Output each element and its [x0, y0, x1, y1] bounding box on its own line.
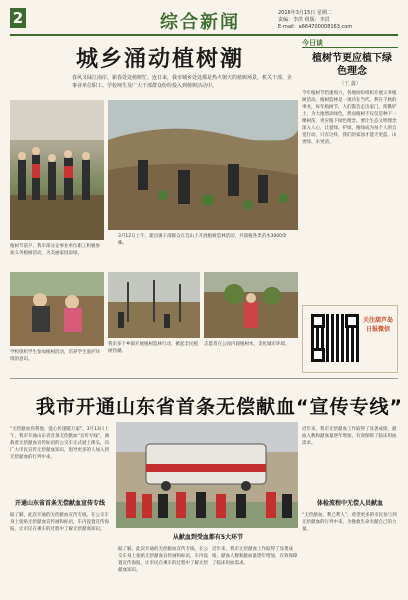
story2-col3: 近年来，我市无偿献血工作取得了显著成绩，献血人数和献血量逐年增加，有效保障了临床用血需求。 [302, 427, 397, 446]
editorial-title: 植树节更应植下绿色理念 [312, 53, 392, 77]
masthead [10, 6, 398, 36]
photo-illustration [10, 100, 104, 240]
section-title: 综合新闻 [160, 12, 240, 33]
photo-students-planting [10, 272, 104, 346]
photo-illustration [204, 272, 298, 338]
photo-illustration [108, 272, 200, 338]
editorial-tag: 今日谈 [302, 38, 398, 48]
masthead-date: 2016年3月15日 星期二 [278, 10, 332, 16]
story1-headline: 城乡涌动植树潮 [76, 47, 245, 72]
photo-tree-planting-group [10, 100, 104, 240]
photo-illustration [10, 272, 104, 346]
photo-village-planting [108, 272, 200, 338]
masthead-email: E-mail：a664700008163.com [278, 24, 353, 30]
qr-finder-top-right [345, 314, 359, 328]
story2-col1-subhead: 开通山东省首条无偿献血宣传专线 [14, 500, 105, 507]
story2-col3-subhead: 体检流程中无偿人员献血 [316, 500, 383, 507]
masthead-editors: 责编：李洪 组版：李洪 [278, 17, 330, 23]
caption-2: 3月12日上午，建昌镇干部群众在荒山上开展植树造林活动，共栽植各类苗木3000余株。 [118, 234, 287, 246]
caption-3: 学校组织学生参加植树活动，培养学生爱护环境的意识。 [10, 350, 100, 362]
story2-photo-caption: 从献血到受血都有5大环节 [172, 534, 244, 541]
editorial-body: 今年植树节恰逢周六，各地纷纷组织开展义务植树活动。植树造林是一项功在当代、利在千秋的事业，每年植树节，人们都会走出家门，挥锹铲土，为大地增添绿色。然而植树不仅仅是种下一棵树苗，更应植下绿色理念。要让生态文明理念深入人心，让爱绿、护绿、植绿成为每个人的自觉行动。只有这样，我们的家园才能天更蓝、山更绿、水更清。 [302, 91, 397, 145]
caption-5: 志愿者在公园内栽植树木，美化城市环境。 [204, 342, 290, 347]
page-number: 2 [10, 8, 26, 28]
qr-finder-top-left [311, 314, 325, 328]
story2-col3b: “无偿献血，利己利人”，希望更多的市民参与到无偿献血的行列中来，为挽救生命贡献自己的力量。 [302, 513, 397, 532]
masthead-info [278, 10, 398, 31]
story2-col-middle2: 近年来，我市无偿献血工作取得了显著成绩，献血人数和献血量逐年增加，有效保障了临床用血需求。 [212, 547, 298, 566]
story2-col2: 据了解，此次开通的无偿献血宣传专线，在公交车身上张贴无偿献血宣传画和标语，车内设置宣传海报，让市民在乘车的过程中了解无偿献血知识。 [10, 513, 109, 532]
photo-illustration [108, 100, 298, 230]
story2-col1: “无偿献血你我他，爱心传递暖万家”。3月13日上午，我市开通山东省首条无偿献血“宣传专线”，满载着无偿献血宣传标语的公交车正式驶上街头，向广大市民宣传无偿献血知识，倡导更多的人加入到无偿献血的行列中来。 [10, 427, 110, 460]
editorial-author: （王 鑫） [339, 81, 361, 87]
section-divider [10, 378, 398, 379]
qr-box [302, 305, 398, 373]
qr-label: 关注葫芦岛日报微信 [363, 317, 394, 333]
photo-blood-donation-bus [116, 422, 298, 528]
qr-finder-bottom-left [311, 348, 325, 362]
photo-volunteers-planting [204, 272, 298, 338]
photo-illustration [116, 422, 298, 528]
story2-col-middle: 据了解，此次开通的无偿献血宣传专线，在公交车身上张贴无偿献血宣传画和标语，车内设置宣传海报，让市民在乘车的过程中了解无偿献血知识。 [118, 547, 208, 573]
photo-hillside-planting [108, 100, 298, 230]
caption-1: 植树节前夕，我市部分企事业单位职工积极参加义务植树活动，为美丽家园添绿。 [10, 244, 100, 256]
caption-4: 我市多个乡镇开展植树造林行动，掀起全民植树热潮。 [108, 342, 198, 354]
story2-headline: 我市开通山东省首条无偿献血“宣传专线” [36, 396, 403, 418]
story1-lead: 春风又绿江南岸，新春处处植树忙。连日来，我市城乡处处都是热火朝天的植树场景，机关干部、企事业单位职工、学校师生及广大干部群众纷纷投入到植树活动中。 [72, 75, 293, 89]
qr-code[interactable] [311, 314, 359, 362]
